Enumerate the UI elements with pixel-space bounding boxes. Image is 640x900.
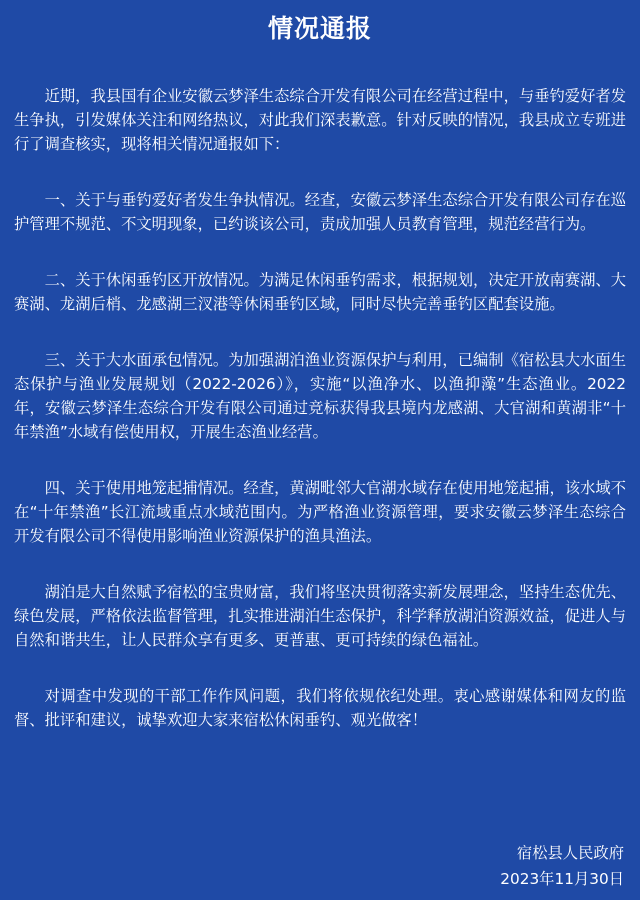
notice-paragraph-closing: 对调查中发现的干部工作作风问题，我们将依规依纪处理。衷心感谢媒体和网友的监督、批评和建议，诚挚欢迎大家来宿松休闲垂钓、观光做客！ bbox=[14, 687, 626, 729]
notice-paragraph-item-2: 二、关于休闲垂钓区开放情况。为满足休闲垂钓需求，根据规划，决定开放南赛湖、大赛湖、龙湖后梢、龙感湖三汊港等休闲垂钓区域，同时尽快完善垂钓区配套设施。 bbox=[14, 271, 626, 313]
issue-date: 2023年11月30日 bbox=[500, 870, 624, 888]
notice-paragraph-intro: 近期，我县国有企业安徽云梦泽生态综合开发有限公司在经营过程中，与垂钓爱好者发生争执，引发媒体关注和网络热议，对此我们深表歉意。针对反映的情况，我县成立专班进行了调查核实，现将相关情况通报如下： bbox=[14, 87, 626, 153]
notice-paragraph-lakes: 湖泊是大自然赋予宿松的宝贵财富，我们将坚决贯彻落实新发展理念，坚持生态优先、绿色发展，严格依法监督管理，扎实推进湖泊生态保护，科学释放湖泊资源效益，促进人与自然和谐共生，让人民群众享有更多、更普惠、更可持续的绿色福祉。 bbox=[14, 583, 626, 649]
signature-block bbox=[500, 840, 624, 892]
notice-title: 情况通报 bbox=[267, 14, 372, 43]
notice-paragraph-item-1: 一、关于与垂钓爱好者发生争执情况。经查，安徽云梦泽生态综合开发有限公司存在巡护管理不规范、不文明现象，已约谈该公司，责成加强人员教育管理，规范经营行为。 bbox=[14, 191, 626, 233]
issuer-name: 宿松县人民政府 bbox=[516, 844, 624, 862]
notice-paragraph-item-3: 三、关于大水面承包情况。为加强湖泊渔业资源保护与利用，已编制《宿松县大水面生态保护与渔业发展规划（2022-2026）》，实施“以渔净水、以渔抑藻”生态渔业。2022年，安徽云梦泽生态综合开发有限公司通过竞标获得我县境内龙感湖、大官湖和黄湖非“十年禁渔”水域有偿使用权，开展生态渔业经营。 bbox=[14, 351, 626, 441]
notice-paragraph-item-4: 四、关于使用地笼起捕情况。经查，黄湖毗邻大官湖水域存在使用地笼起捕，该水域不在“十年禁渔”长江流域重点水域范围内。为严格渔业资源管理，要求安徽云梦泽生态综合开发有限公司不得使用影响渔业资源保护的渔具渔法。 bbox=[14, 479, 626, 545]
